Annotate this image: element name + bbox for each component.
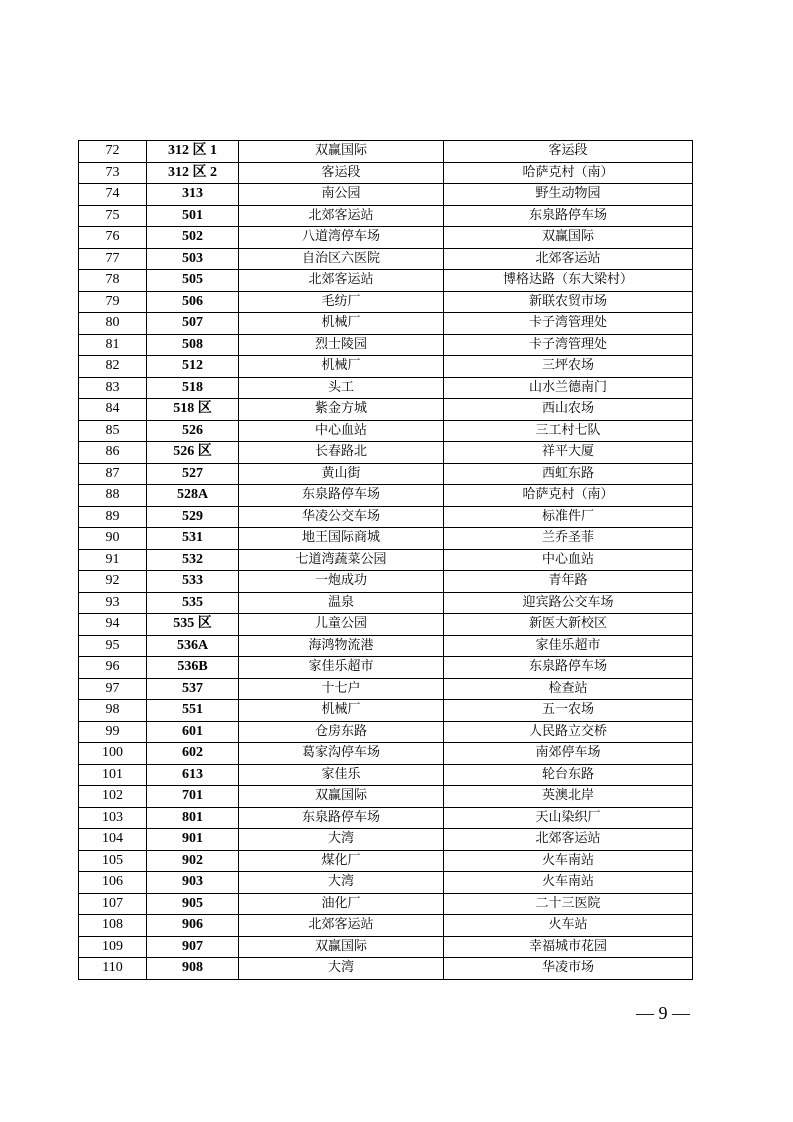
end-station: 野生动物园	[444, 184, 693, 206]
row-number: 79	[79, 291, 147, 313]
row-number: 74	[79, 184, 147, 206]
row-number: 93	[79, 592, 147, 614]
table-row	[79, 377, 693, 399]
end-station: 华凌市场	[444, 958, 693, 980]
table-row	[79, 549, 693, 571]
end-station: 青年路	[444, 571, 693, 593]
start-station: 紫金方城	[239, 399, 444, 421]
end-station: 哈萨克村（南）	[444, 485, 693, 507]
route-line-number: 508	[147, 334, 239, 356]
start-station: 客运段	[239, 162, 444, 184]
row-number: 76	[79, 227, 147, 249]
end-station: 幸福城市花园	[444, 936, 693, 958]
route-line-number: 506	[147, 291, 239, 313]
end-station: 天山染织厂	[444, 807, 693, 829]
row-number: 96	[79, 657, 147, 679]
row-number: 99	[79, 721, 147, 743]
end-station: 客运段	[444, 141, 693, 163]
table-row	[79, 829, 693, 851]
table-row	[79, 678, 693, 700]
start-station: 长春路北	[239, 442, 444, 464]
start-station: 自治区六医院	[239, 248, 444, 270]
row-number: 88	[79, 485, 147, 507]
route-line-number: 518 区	[147, 399, 239, 421]
row-number: 85	[79, 420, 147, 442]
table-row	[79, 420, 693, 442]
route-line-number: 602	[147, 743, 239, 765]
row-number: 106	[79, 872, 147, 894]
route-line-number: 536A	[147, 635, 239, 657]
start-station: 烈士陵园	[239, 334, 444, 356]
route-line-number: 502	[147, 227, 239, 249]
row-number: 105	[79, 850, 147, 872]
end-station: 博格达路（东大梁村）	[444, 270, 693, 292]
route-line-number: 906	[147, 915, 239, 937]
table-row	[79, 614, 693, 636]
table-row	[79, 872, 693, 894]
table-row	[79, 227, 693, 249]
route-line-number: 613	[147, 764, 239, 786]
route-line-number: 531	[147, 528, 239, 550]
row-number: 91	[79, 549, 147, 571]
table-row	[79, 506, 693, 528]
row-number: 72	[79, 141, 147, 163]
start-station: 南公园	[239, 184, 444, 206]
table-row	[79, 399, 693, 421]
row-number: 78	[79, 270, 147, 292]
end-station: 火车站	[444, 915, 693, 937]
start-station: 机械厂	[239, 700, 444, 722]
row-number: 89	[79, 506, 147, 528]
row-number: 95	[79, 635, 147, 657]
end-station: 双赢国际	[444, 227, 693, 249]
table-row	[79, 721, 693, 743]
start-station: 煤化厂	[239, 850, 444, 872]
table-row	[79, 893, 693, 915]
table-row	[79, 592, 693, 614]
end-station: 北郊客运站	[444, 829, 693, 851]
start-station: 机械厂	[239, 356, 444, 378]
start-station: 地王国际商城	[239, 528, 444, 550]
route-line-number: 532	[147, 549, 239, 571]
row-number: 94	[79, 614, 147, 636]
route-line-number: 901	[147, 829, 239, 851]
table-row	[79, 313, 693, 335]
row-number: 97	[79, 678, 147, 700]
start-station: 仓房东路	[239, 721, 444, 743]
route-line-number: 505	[147, 270, 239, 292]
table-row	[79, 205, 693, 227]
start-station: 中心血站	[239, 420, 444, 442]
table-row	[79, 936, 693, 958]
end-station: 山水兰德南门	[444, 377, 693, 399]
end-station: 西山农场	[444, 399, 693, 421]
row-number: 109	[79, 936, 147, 958]
row-number: 80	[79, 313, 147, 335]
end-station: 祥平大厦	[444, 442, 693, 464]
table-row	[79, 786, 693, 808]
table-row	[79, 528, 693, 550]
row-number: 82	[79, 356, 147, 378]
start-station: 大湾	[239, 958, 444, 980]
end-station: 火车南站	[444, 850, 693, 872]
end-station: 标准件厂	[444, 506, 693, 528]
row-number: 77	[79, 248, 147, 270]
end-station: 东泉路停车场	[444, 657, 693, 679]
table-row	[79, 850, 693, 872]
row-number: 92	[79, 571, 147, 593]
table-row	[79, 184, 693, 206]
row-number: 87	[79, 463, 147, 485]
start-station: 北郊客运站	[239, 205, 444, 227]
table-row	[79, 764, 693, 786]
start-station: 七道湾蔬菜公园	[239, 549, 444, 571]
start-station: 大湾	[239, 829, 444, 851]
end-station: 二十三医院	[444, 893, 693, 915]
end-station: 三坪农场	[444, 356, 693, 378]
end-station: 东泉路停车场	[444, 205, 693, 227]
end-station: 火车南站	[444, 872, 693, 894]
table-row	[79, 635, 693, 657]
route-line-number: 529	[147, 506, 239, 528]
end-station: 南郊停车场	[444, 743, 693, 765]
table-row	[79, 700, 693, 722]
start-station: 东泉路停车场	[239, 807, 444, 829]
end-station: 新医大新校区	[444, 614, 693, 636]
end-station: 五一农场	[444, 700, 693, 722]
start-station: 油化厂	[239, 893, 444, 915]
start-station: 华凌公交车场	[239, 506, 444, 528]
table-row	[79, 356, 693, 378]
route-line-number: 526 区	[147, 442, 239, 464]
route-line-number: 518	[147, 377, 239, 399]
route-table-body	[79, 141, 693, 980]
table-row	[79, 162, 693, 184]
row-number: 81	[79, 334, 147, 356]
start-station: 双赢国际	[239, 786, 444, 808]
start-station: 八道湾停车场	[239, 227, 444, 249]
table-row	[79, 571, 693, 593]
route-line-number: 903	[147, 872, 239, 894]
route-line-number: 536B	[147, 657, 239, 679]
end-station: 人民路立交桥	[444, 721, 693, 743]
row-number: 98	[79, 700, 147, 722]
table-row	[79, 958, 693, 980]
row-number: 86	[79, 442, 147, 464]
start-station: 一炮成功	[239, 571, 444, 593]
row-number: 73	[79, 162, 147, 184]
start-station: 双赢国际	[239, 141, 444, 163]
route-line-number: 701	[147, 786, 239, 808]
table-row	[79, 270, 693, 292]
end-station: 哈萨克村（南）	[444, 162, 693, 184]
row-number: 107	[79, 893, 147, 915]
table-row	[79, 442, 693, 464]
route-line-number: 526	[147, 420, 239, 442]
route-line-number: 527	[147, 463, 239, 485]
table-row	[79, 743, 693, 765]
route-line-number: 905	[147, 893, 239, 915]
row-number: 110	[79, 958, 147, 980]
route-line-number: 512	[147, 356, 239, 378]
route-line-number: 537	[147, 678, 239, 700]
route-line-number: 551	[147, 700, 239, 722]
start-station: 大湾	[239, 872, 444, 894]
start-station: 机械厂	[239, 313, 444, 335]
route-line-number: 902	[147, 850, 239, 872]
bus-route-table	[78, 140, 693, 980]
route-line-number: 313	[147, 184, 239, 206]
end-station: 兰乔圣菲	[444, 528, 693, 550]
start-station: 头工	[239, 377, 444, 399]
end-station: 轮台东路	[444, 764, 693, 786]
row-number: 90	[79, 528, 147, 550]
route-line-number: 528A	[147, 485, 239, 507]
end-station: 新联农贸市场	[444, 291, 693, 313]
route-line-number: 503	[147, 248, 239, 270]
end-station: 中心血站	[444, 549, 693, 571]
table-row	[79, 463, 693, 485]
route-line-number: 908	[147, 958, 239, 980]
start-station: 葛家沟停车场	[239, 743, 444, 765]
end-station: 迎宾路公交车场	[444, 592, 693, 614]
route-line-number: 801	[147, 807, 239, 829]
table-row	[79, 485, 693, 507]
row-number: 102	[79, 786, 147, 808]
row-number: 84	[79, 399, 147, 421]
end-station: 检查站	[444, 678, 693, 700]
row-number: 103	[79, 807, 147, 829]
row-number: 75	[79, 205, 147, 227]
table-row	[79, 334, 693, 356]
route-line-number: 312 区 2	[147, 162, 239, 184]
row-number: 101	[79, 764, 147, 786]
route-line-number: 907	[147, 936, 239, 958]
start-station: 十七户	[239, 678, 444, 700]
start-station: 家佳乐超市	[239, 657, 444, 679]
start-station: 毛纺厂	[239, 291, 444, 313]
start-station: 东泉路停车场	[239, 485, 444, 507]
start-station: 北郊客运站	[239, 270, 444, 292]
route-line-number: 507	[147, 313, 239, 335]
route-line-number: 312 区 1	[147, 141, 239, 163]
start-station: 家佳乐	[239, 764, 444, 786]
route-line-number: 535 区	[147, 614, 239, 636]
start-station: 双赢国际	[239, 936, 444, 958]
row-number: 104	[79, 829, 147, 851]
table-row	[79, 657, 693, 679]
start-station: 北郊客运站	[239, 915, 444, 937]
end-station: 三工村七队	[444, 420, 693, 442]
start-station: 海鸿物流港	[239, 635, 444, 657]
row-number: 83	[79, 377, 147, 399]
table-row	[79, 807, 693, 829]
start-station: 儿童公园	[239, 614, 444, 636]
end-station: 家佳乐超市	[444, 635, 693, 657]
row-number: 108	[79, 915, 147, 937]
route-line-number: 535	[147, 592, 239, 614]
page-number: — 9 —	[636, 1003, 690, 1023]
end-station: 英澳北岸	[444, 786, 693, 808]
route-line-number: 501	[147, 205, 239, 227]
end-station: 卡子湾管理处	[444, 313, 693, 335]
route-line-number: 601	[147, 721, 239, 743]
end-station: 西虹东路	[444, 463, 693, 485]
table-row	[79, 291, 693, 313]
row-number: 100	[79, 743, 147, 765]
end-station: 卡子湾管理处	[444, 334, 693, 356]
start-station: 黄山街	[239, 463, 444, 485]
end-station: 北郊客运站	[444, 248, 693, 270]
table-row	[79, 248, 693, 270]
table-row	[79, 915, 693, 937]
start-station: 温泉	[239, 592, 444, 614]
route-line-number: 533	[147, 571, 239, 593]
table-row	[79, 141, 693, 163]
